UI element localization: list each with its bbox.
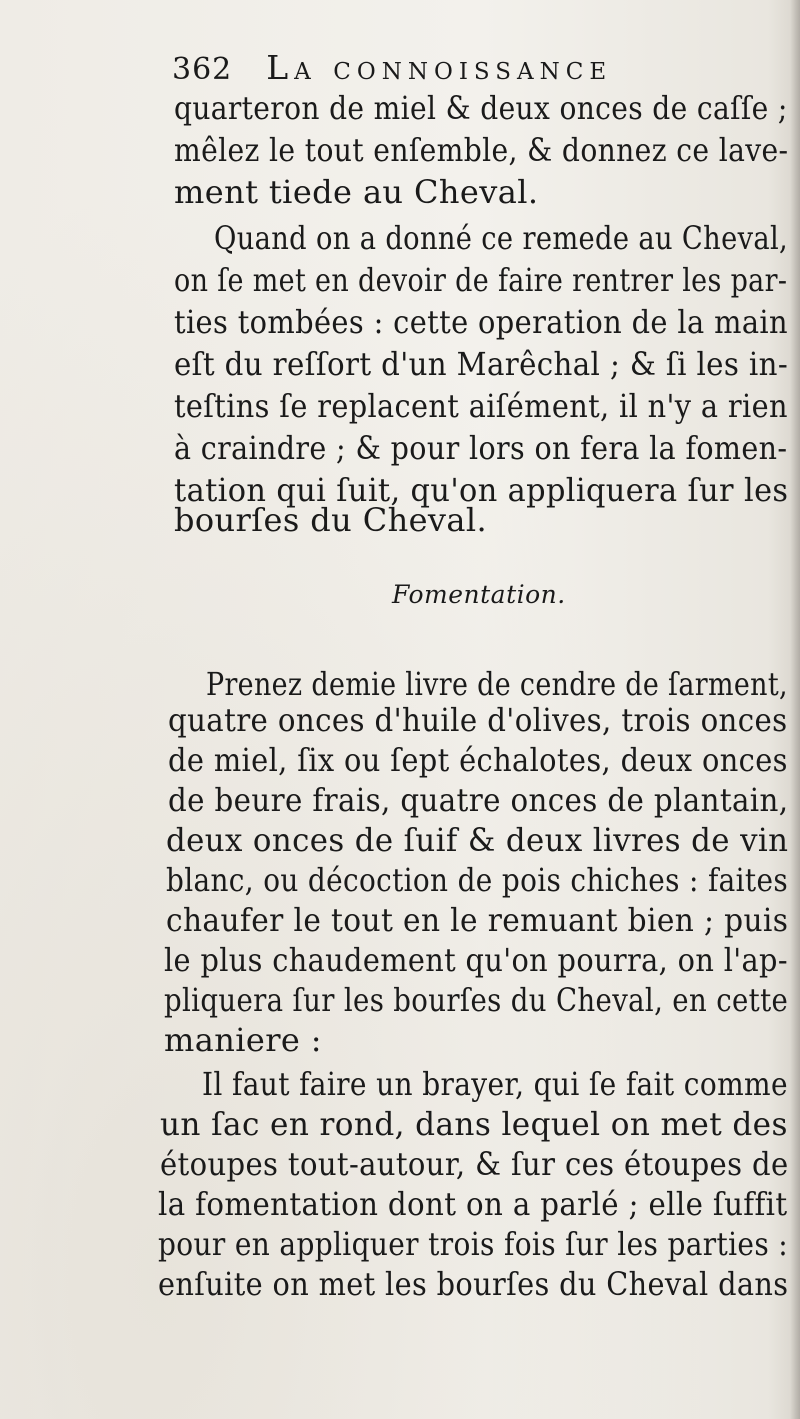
text-line: ment tiede au Cheval. (174, 173, 539, 211)
page-edge-shadow (790, 0, 800, 1419)
text-line: le plus chaudement qu'on pourra, on l'ap- (164, 941, 788, 979)
text-line: à craindre ; & pour lors on fera la fomen- (174, 429, 788, 467)
text-line: un ſac en rond, dans lequel on met des (160, 1105, 788, 1143)
text-line: pour en appliquer trois fois ſur les parties : (158, 1225, 789, 1263)
running-head: La connoissance (266, 48, 613, 87)
text-line: ties tombées : cette operation de la main (174, 303, 788, 341)
text-line: enſuite on met les bourſes du Cheval dans (158, 1265, 789, 1303)
text-line: bourſes du Cheval. (174, 501, 488, 539)
text-line: maniere : (164, 1021, 322, 1059)
text-line: chaufer le tout en le remuant bien ; puis (166, 901, 789, 939)
text-line: on ſe met en devoir de faire rentrer les par- (174, 261, 788, 299)
text-line: deux onces de ſuif & deux livres de vin (166, 821, 789, 859)
text-line: mêlez le tout enſemble, & donnez ce lave- (174, 131, 789, 169)
text-line: tation qui ſuit, qu'on appliquera ſur les (174, 471, 789, 509)
text-line: Il faut faire un brayer, qui ſe fait comme (202, 1065, 788, 1103)
text-line: Prenez demie livre de cendre de ſarment, (206, 665, 788, 703)
text-line: étoupes tout-autour, & ſur ces étoupes de (160, 1145, 789, 1183)
text-line: quatre onces d'huile d'olives, trois onces (168, 701, 788, 739)
section-title: Fomentation. (392, 580, 566, 609)
text-line: quarteron de miel & deux onces de caſſe ; (174, 89, 788, 127)
text-line: eſt du reſſort d'un Marêchal ; & ſi les in- (174, 345, 789, 383)
text-line: de beure frais, quatre onces de plantain, (168, 781, 789, 819)
text-line: de miel, ſix ou ſept échalotes, deux onces (168, 741, 788, 779)
page-number: 362 (172, 52, 233, 87)
text-line: pliquera ſur les bourſes du Cheval, en cette (164, 981, 789, 1019)
text-line: Quand on a donné ce remede au Cheval, (214, 219, 789, 257)
text-line: blanc, ou décoction de pois chiches : faites (166, 861, 789, 899)
text-line: teſtins ſe replacent aiſément, il n'y a rien (174, 387, 788, 425)
text-line: la fomentation dont on a parlé ; elle ſuffit (158, 1185, 788, 1223)
